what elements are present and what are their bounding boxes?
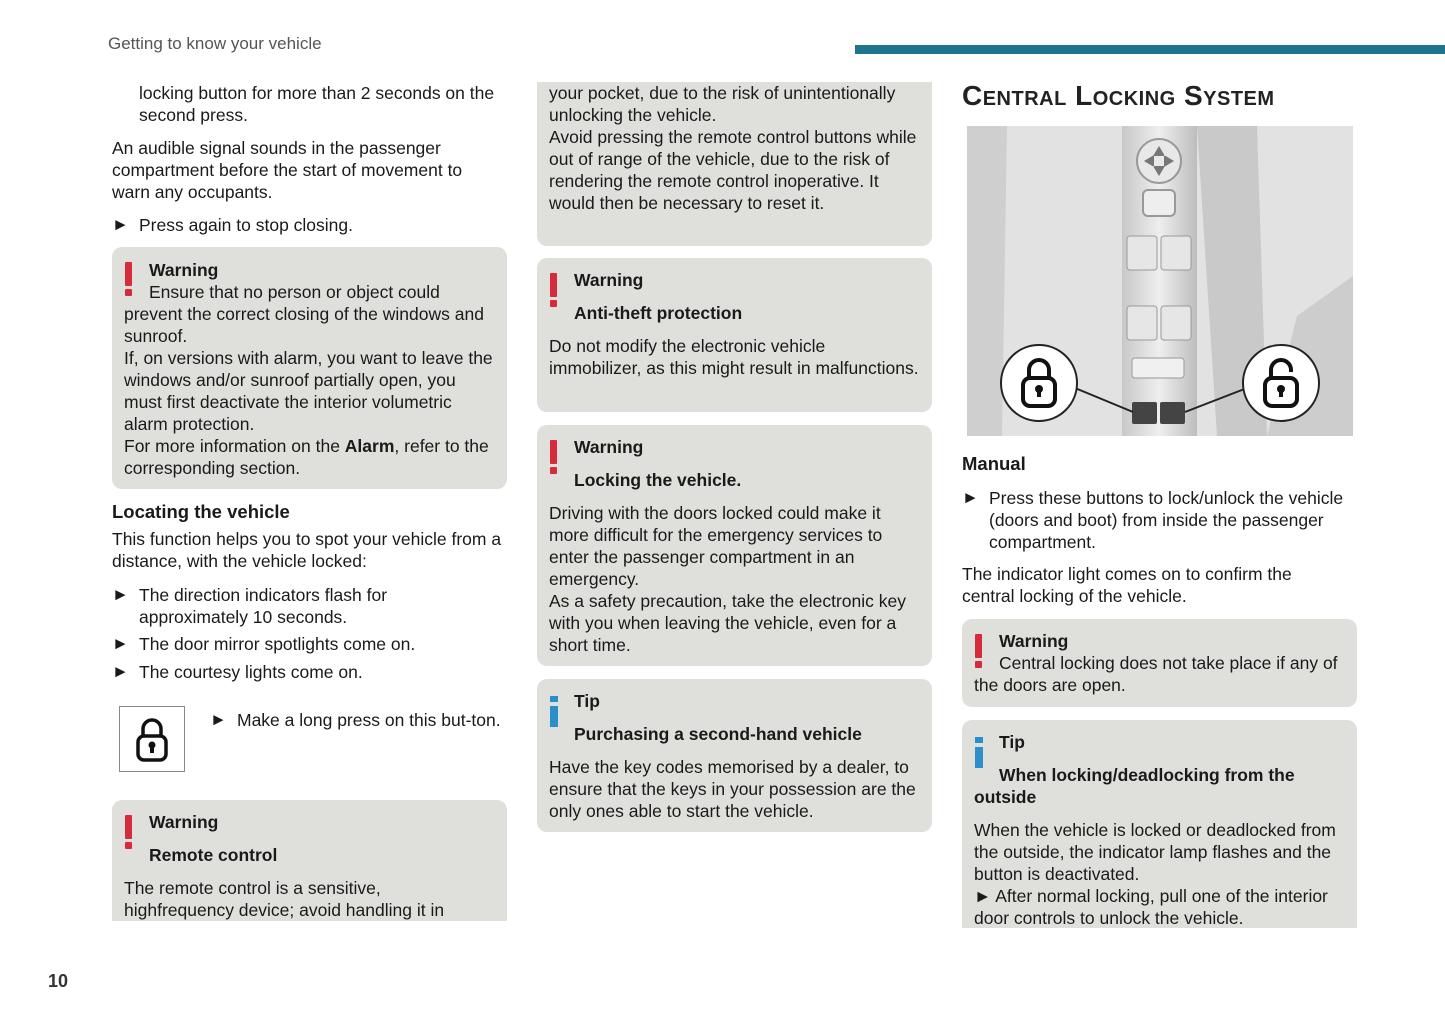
- bullet-item: ► Press these buttons to lock/unlock the vehicle (doors and boot) from inside the passenger compartment.: [962, 488, 1344, 552]
- warning-text: Avoid pressing the remote control buttons while out of range of the vehicle, due to the risk of rendering the remote control inoperative. It would then be necessary to reset it.: [549, 127, 917, 213]
- warning-text: Driving with the doors locked could make it more difficult for the emergency services to enter the passenger compartment in an emergency.: [549, 503, 883, 589]
- arrow-right-icon: ►: [112, 662, 129, 681]
- bullet-item: [112, 214, 509, 236]
- bullet-item: ► Make a long press on this but-ton.: [210, 710, 501, 730]
- page-title: Central Locking System: [962, 80, 1275, 111]
- bullet-text: Press again to stop closing.: [139, 215, 354, 235]
- padlock-icon: [1001, 345, 1077, 421]
- warning-text: Central locking does not take place if any of the doors are open.: [974, 653, 1338, 695]
- warning-box-remote: [112, 800, 507, 921]
- warning-text: If, on versions with alarm, you want to leave the windows and/or sunroof partially open, you must first deactivate the interior volumetric alarm protection.: [124, 348, 493, 434]
- arrow-right-icon: ►: [112, 585, 129, 604]
- warning-box-locking: [537, 425, 932, 666]
- padlock-icon: [120, 707, 184, 771]
- tip-text: Have the key codes memorised by a dealer, to ensure that the keys in your possession are the only ones able to start the vehicle.: [549, 757, 916, 821]
- warning-title: Warning: [574, 437, 644, 457]
- tip-title: Tip: [999, 732, 1025, 752]
- warning-text: Ensure that no person or object could prevent the correct closing of the windows and sunroof.: [124, 282, 484, 346]
- door-switch-panel: [967, 126, 1353, 436]
- section-heading-manual: Manual: [962, 453, 1026, 474]
- warning-title: Warning: [574, 270, 644, 290]
- warning-text: As a safety precaution, take the electronic key with you when leaving the vehicle, even for a short time.: [549, 591, 906, 655]
- warning-text: your pocket, due to the risk of unintentionally unlocking the vehicle.: [549, 83, 896, 125]
- warning-subtitle: Anti-theft protection: [574, 303, 743, 323]
- arrow-right-icon: ►: [962, 488, 979, 507]
- door-panel-illustration: [967, 126, 1353, 436]
- arrow-right-icon: ►: [112, 634, 129, 653]
- warning-title: Warning: [999, 631, 1069, 651]
- warning-box-antitheft: [537, 258, 932, 412]
- continued-text: locking button for more than 2 seconds on the second press.: [139, 83, 495, 125]
- tip-box-secondhand: [537, 679, 932, 832]
- warning-text: For more information on the Alarm, refer to the corresponding section.: [124, 436, 489, 478]
- tip-subtitle: Purchasing a second-hand vehicle: [574, 724, 862, 744]
- warning-text: Do not modify the electronic vehicle immobilizer, as this might result in malfunctions.: [549, 336, 919, 378]
- warning-title: Warning: [149, 812, 219, 832]
- tip-box-locking-outside: [962, 720, 1357, 928]
- warning-box-remote-continued: [537, 82, 932, 246]
- warning-text: The remote control is a sensitive, highfrequency device; avoid handling it in: [124, 878, 445, 920]
- bullet-item: ► The courtesy lights come on.: [112, 662, 363, 682]
- tip-text: When the vehicle is locked or deadlocked from the outside, the indicator lamp flashes and the button is deactivated.: [974, 820, 1336, 884]
- lock-button-illustration: [119, 706, 185, 772]
- locating-intro: This function helps you to spot your vehicle from a distance, with the vehicle locked:: [112, 529, 502, 571]
- open-padlock-icon: [1243, 345, 1319, 421]
- warning-title: Warning: [149, 260, 219, 280]
- bullet-item: ► The direction indicators flash for approximately 10 seconds.: [112, 585, 388, 627]
- section-heading-locating: Locating the vehicle: [112, 501, 290, 522]
- warning-subtitle: Locking the vehicle.: [574, 470, 742, 490]
- warning-box-windows: [112, 247, 507, 489]
- arrow-right-icon: ►: [210, 710, 227, 729]
- page-number: 10: [48, 971, 69, 991]
- indicator-paragraph: The indicator light comes on to confirm the central locking of the vehicle.: [962, 564, 1292, 606]
- arrow-right-icon: ►: [112, 215, 129, 234]
- tip-title: Tip: [574, 691, 600, 711]
- arrow-right-icon: ►: [974, 886, 996, 906]
- tip-subtitle: When locking/deadlocking from the outside: [974, 765, 1295, 807]
- warning-subtitle: Remote control: [149, 845, 278, 865]
- audible-signal-paragraph: An audible signal sounds in the passenger compartment before the start of movement to warn any occupants.: [112, 138, 463, 202]
- running-header: Getting to know your vehicle: [108, 34, 322, 53]
- header-accent-bar: [855, 45, 1445, 54]
- warning-box-central-locking: [962, 619, 1357, 707]
- tip-text: ► After normal locking, pull one of the interior door controls to unlock the vehicle.: [974, 886, 1328, 928]
- bullet-item: ► The door mirror spotlights come on.: [112, 634, 416, 654]
